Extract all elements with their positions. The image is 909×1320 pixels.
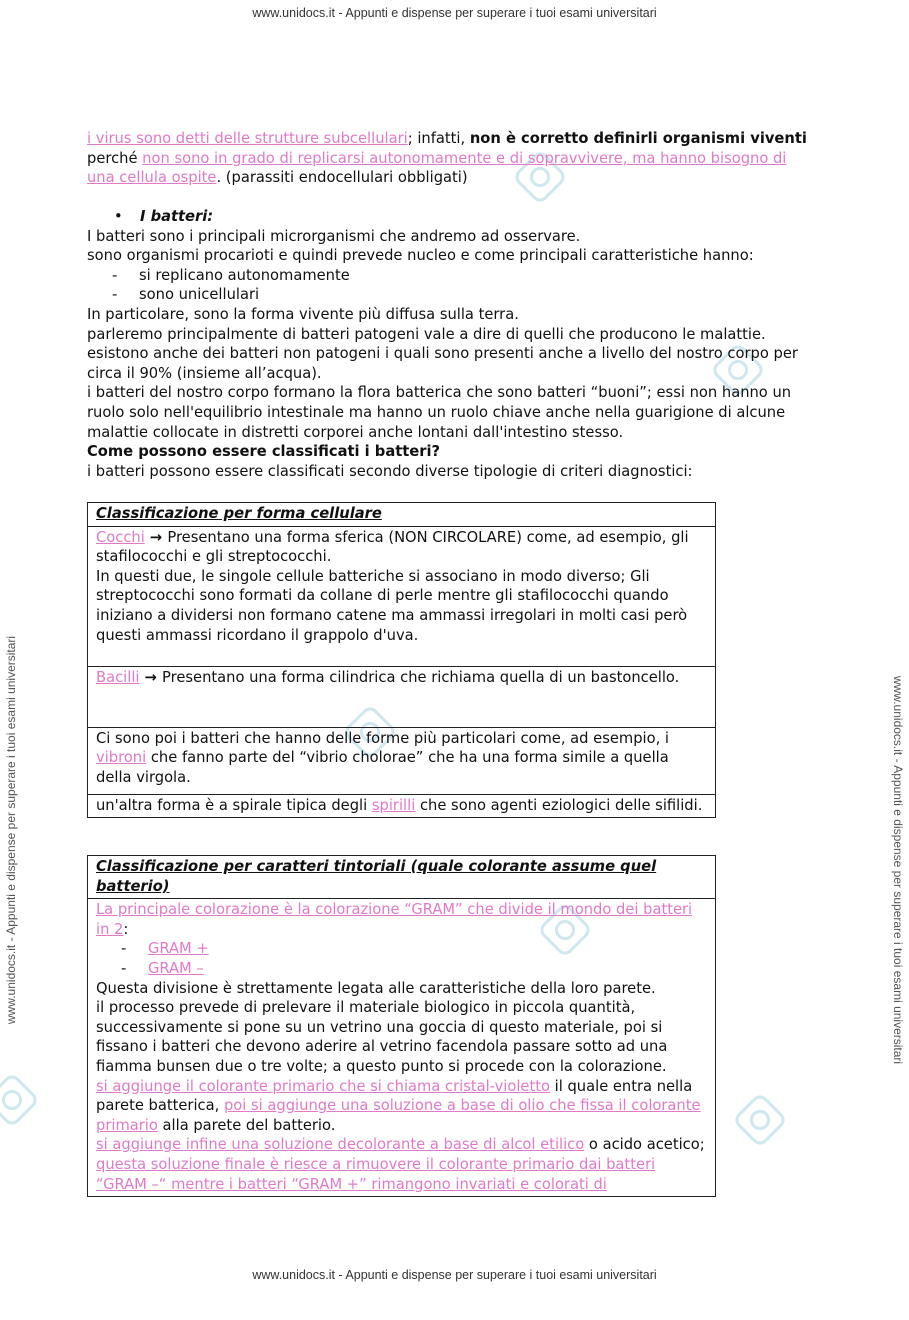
intro-line-2 [87,149,817,188]
table-title: Classificazione per forma cellulare [88,503,716,527]
cocchi-link[interactable]: Cocchi [96,528,145,546]
dash-icon: - [121,940,127,958]
decolorant-link[interactable]: si aggiunge infine una soluzione decolorante a base di alcol etilico [96,1136,585,1154]
table-title: Classificazione per caratteri tintoriali (quale colorante assume quel batterio) [88,856,716,899]
intro-line-1 [87,129,817,149]
table-row: La principale colorazione è la colorazione “GRAM” che divide il mondo dei batteri in 2: - GRAM + - GRAM – Questa divisione è strettamente legata alle caratteristiche della loro parete. il processo prevede di prelevare il materiale biologico in piccola quantità, successivamente si pone su un vetrino una goccia di questo materiale, poi si fissano i batteri che devono aderire al vetrino facendola passare sotto ad una fiamma bunsen due o tre volte; a questo punto si procede con la colorazione. si aggiunge il colorante primario che si chiama cristal-violetto il quale entra nella parete batterica, poi si aggiunge una soluzione a base di olio che fissa il colorante primario alla parete del batterio. si aggiunge infine una soluzione decolorante a base di alcol etilico o acido acetico; questa soluzione finale è riesce a rimuovere il colorante primario dai batteri “GRAM –“ mentre i batteri “GRAM +” rimangono invariati e colorati di [88,899,716,1197]
replication-link[interactable]: non sono in grado di replicarsi autonomamente e di sopravvivere, ma hanno bisogno di una cellula ospite [87,149,787,187]
staining-classification-table [87,855,716,1197]
bacteria-paragraph: i batteri possono essere classificati secondo diverse tipologie di criteri diagnostici: [87,462,693,480]
table-row: Cocchi → Presentano una forma sferica (NON CIRCOLARE) come, ad esempio, gli stafilococchi e gli streptococchi. In questi due, le singole cellule batteriche si associano in modo diverso; Gli streptococchi sono formati da collane di perle mentre gli stafilococchi quando iniziano a dividersi non formano catene ma ammassi irregolari in molti casi però questi ammassi ricordano il grappolo d'uva. [88,526,716,666]
arrow-icon: → [139,668,163,686]
final-solution-link[interactable]: questa soluzione finale è riesce a rimuovere il colorante primario dai batteri “GRAM –“ mentre i batteri “GRAM +” rimangono invariati e colorati di [96,1155,656,1193]
bacteria-paragraph: sono organismi procarioti e quindi prevede nucleo e come principali caratteristiche hanno: [87,247,754,265]
list-item: - si replicano autonomamente [112,266,350,284]
gram-link[interactable]: La principale colorazione è la colorazione “GRAM” che divide il mondo dei batteri in 2 [96,901,693,938]
page-footer[interactable]: www.unidocs.it - Appunti e dispense per superare i tuoi esami universitari [252,1268,657,1282]
watermark-logo-icon [0,1072,40,1129]
bacteria-section [87,207,817,481]
intro-mid: ; infatti, [407,130,470,147]
bacteria-paragraph: In particolare, sono la forma vivente più diffusa sulla terra. [87,305,519,323]
bacteria-paragraph: parleremo principalmente di batteri patogeni vale a dire di quelli che producono le malattie. [87,325,766,343]
list-item [96,960,204,977]
side-watermark-right: www.unidocs.it - Appunti e dispense per superare i tuoi esami universitari [891,675,905,1065]
gram-positive-link[interactable]: GRAM + [148,940,209,958]
table-row: un'altra forma è a spirale tipica degli spirilli che sono agenti eziologici delle sifilidi. [88,794,716,818]
primary-dye-link[interactable]: si aggiunge il colorante primario che si chiama cristal-violetto [96,1077,550,1095]
watermark-logo-icon [732,1092,789,1149]
dash-icon: - [112,266,118,284]
classification-question: Come possono essere classificati i batteri? [87,443,441,461]
dash-icon: - [121,959,127,977]
spirilli-link[interactable]: spirilli [371,796,416,814]
list-item: - sono unicellulari [112,286,260,304]
list-item [96,940,209,957]
dash-icon: - [112,286,118,304]
gram-negative-link[interactable]: GRAM – [148,959,204,977]
intro-pre: perché [87,149,143,167]
intro-bold: non è corretto definirli organismi viventi [469,130,807,147]
fixing-solution-link[interactable]: poi si aggiunge una soluzione a base di olio che fissa il colorante primario [96,1097,701,1134]
vibroni-link[interactable]: vibroni [96,749,147,767]
virus-link[interactable]: i virus sono detti delle strutture subcellulari [87,130,408,147]
arrow-icon: → [144,528,168,546]
intro-section [87,129,817,188]
bacteria-paragraph: i batteri del nostro corpo formano la flora batterica che sono batteri “buoni”; essi non hanno un ruolo solo nell'equilibrio intestinale ma hanno un ruolo chiave anche nella guarigione di alcune malattie collocate in distretti corporei anche lontani dall'intestino stesso. [87,384,792,441]
bacilli-link[interactable]: Bacilli [96,668,140,686]
intro-post: . (parassiti endocellulari obbligati) [216,169,468,187]
bullet-dot-icon: • [114,208,123,225]
table-row: Ci sono poi i batteri che hanno delle forme più particolari come, ad esempio, i vibroni che fanno parte del “vibrio cholorae” che ha una forma simile a quella della virgola. [88,727,716,794]
page-header[interactable]: www.unidocs.it - Appunti e dispense per superare i tuoi esami universitari [252,6,657,20]
table-row: Bacilli → Presentano una forma cilindrica che richiama quella di un bastoncello. [88,666,716,727]
bacteria-heading: • I batteri: [114,208,214,225]
shape-classification-table [87,502,716,818]
bacteria-paragraph: I batteri sono i principali microrganismi che andremo ad osservare. [87,227,581,245]
bacteria-paragraph: esistono anche dei batteri non patogeni i quali sono presenti anche a livello del nostro corpo per circa il 90% (insieme all’acqua). [87,345,798,382]
side-watermark-left: www.unidocs.it - Appunti e dispense per superare i tuoi esami universitari [4,635,18,1025]
